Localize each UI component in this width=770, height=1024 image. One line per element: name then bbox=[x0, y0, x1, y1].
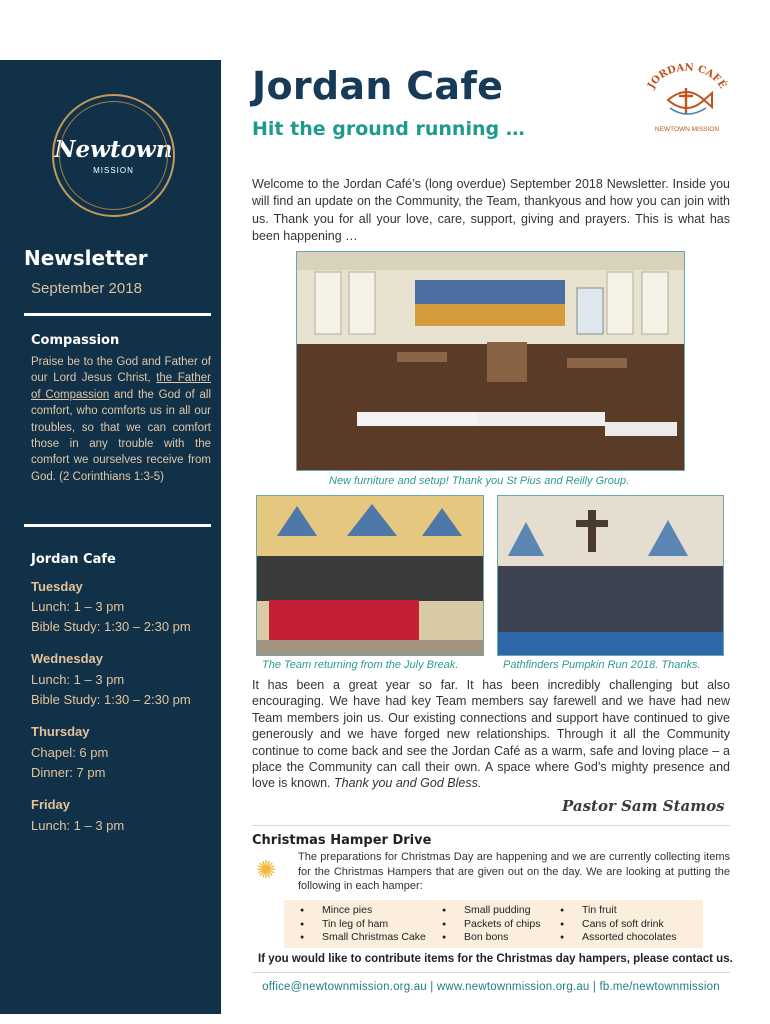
hamper-list-col3 bbox=[560, 904, 677, 945]
footer-contacts[interactable]: office@newtownmission.org.au | www.newtownmission.org.au | fb.me/newtownmission bbox=[262, 981, 720, 993]
schedule-line: Lunch: 1 – 3 pm bbox=[31, 599, 125, 614]
newtown-mission-logo bbox=[52, 94, 175, 217]
pathfinders-photo-caption: Pathfinders Pumpkin Run 2018. Thanks. bbox=[503, 659, 701, 671]
hamper-list-col1 bbox=[300, 904, 426, 945]
team-image bbox=[257, 496, 484, 656]
intro-paragraph: Welcome to the Jordan Café’s (long overdue) September 2018 Newsletter. Inside you will find an update on the Community, the Team, thankyous and how you can join with us. Thank you for all your love, care, support, giving and prayers. This is what has been happening … bbox=[252, 177, 730, 244]
list-item: ● Assorted chocolates bbox=[560, 931, 677, 945]
sidebar bbox=[0, 60, 221, 1014]
schedule-day-tuesday: Tuesday bbox=[31, 579, 83, 594]
schedule-line: Dinner: 7 pm bbox=[31, 765, 106, 780]
christmas-heading: Christmas Hamper Drive bbox=[252, 833, 432, 848]
cafe-hall-image bbox=[297, 252, 685, 471]
thanks-text: Thank you and God Bless. bbox=[333, 776, 482, 791]
divider bbox=[252, 972, 730, 973]
jordan-cafe-heading: Jordan Cafe bbox=[31, 552, 116, 567]
list-item: ● Tin fruit bbox=[560, 904, 677, 918]
update-paragraph bbox=[252, 677, 730, 792]
sun-icon: ✺ bbox=[256, 857, 277, 884]
list-item: ● Mince pies bbox=[300, 904, 426, 918]
list-item: ● Packets of chips bbox=[442, 918, 540, 932]
schedule-line: Bible Study: 1:30 – 2:30 pm bbox=[31, 692, 191, 707]
cafe-hall-photo bbox=[296, 251, 685, 471]
verse-text-start: Praise be to the God and Father of our Lord Jesus Christ, bbox=[31, 356, 211, 385]
bible-verse bbox=[31, 354, 211, 485]
hamper-items-box bbox=[284, 900, 703, 948]
schedule-line: Bible Study: 1:30 – 2:30 pm bbox=[31, 619, 191, 634]
page-subtitle: Hit the ground running … bbox=[252, 118, 525, 140]
fish-cross-icon bbox=[668, 88, 712, 114]
divider bbox=[24, 524, 211, 527]
schedule-line: Lunch: 1 – 3 pm bbox=[31, 818, 125, 833]
verse-text-end: and the God of all comfort, who comforts us in all our troubles, so that we can comfort those in any trouble with the comfort we ourselves receive from God. (2 Corinthians 1:3-5) bbox=[31, 388, 211, 483]
contribute-note: If you would like to contribute items for the Christmas day hampers, please contact us. bbox=[258, 953, 733, 965]
main-photo-caption: New furniture and setup! Thank you St Pius and Reilly Group. bbox=[329, 475, 630, 487]
pathfinders-photo bbox=[497, 495, 724, 656]
list-item: ● Small Christmas Cake bbox=[300, 931, 426, 945]
logo-arc-text: JORDAN CAFÉ bbox=[645, 62, 728, 91]
newsletter-date: September 2018 bbox=[31, 280, 142, 297]
divider bbox=[252, 825, 730, 826]
pathfinders-image bbox=[498, 496, 724, 656]
list-item: ● Tin leg of ham bbox=[300, 918, 426, 932]
schedule-day-thursday: Thursday bbox=[31, 724, 90, 739]
jordan-cafe-logo bbox=[642, 58, 732, 136]
signature: Pastor Sam Stamos bbox=[562, 797, 725, 815]
compassion-heading: Compassion bbox=[31, 333, 120, 348]
schedule-line: Chapel: 6 pm bbox=[31, 745, 109, 760]
list-item: ● Bon bons bbox=[442, 931, 540, 945]
newsletter-title: Newsletter bbox=[24, 246, 148, 270]
team-photo bbox=[256, 495, 484, 656]
page-title: Jordan Cafe bbox=[252, 64, 504, 108]
hamper-list-col2 bbox=[442, 904, 540, 945]
verse-link[interactable]: the Father of Compassion bbox=[31, 372, 211, 401]
christmas-paragraph: The preparations for Christmas Day are happening and we are currently collecting items for the Christmas Hampers that are given out on the day. We are looking at putting the following in each hamper: bbox=[298, 851, 730, 893]
schedule-line: Lunch: 1 – 3 pm bbox=[31, 672, 125, 687]
logo-subtitle-text: NEWTOWN MISSION bbox=[654, 126, 720, 133]
schedule-day-wednesday: Wednesday bbox=[31, 651, 104, 666]
list-item: ● Small pudding bbox=[442, 904, 540, 918]
list-item: ● Cans of soft drink bbox=[560, 918, 677, 932]
update-text: It has been a great year so far. It has been incredibly challenging but also encouraging. We have had key Team members say farewell and we have had new Team members join us. Our existing connections and support have continued to give generously and we have forged new relationships. Through it all the Community continue to come back and see the Jordan Café as a warm, safe and loving place – a place the Community can call their own. A space where God’s mighty presence and love is known. bbox=[252, 678, 730, 791]
schedule-day-friday: Friday bbox=[31, 797, 71, 812]
team-photo-caption: The Team returning from the July Break. bbox=[262, 659, 459, 671]
divider bbox=[24, 313, 211, 316]
logo-wordmark: Newtown bbox=[54, 136, 173, 163]
logo-subtitle: MISSION bbox=[93, 166, 134, 175]
